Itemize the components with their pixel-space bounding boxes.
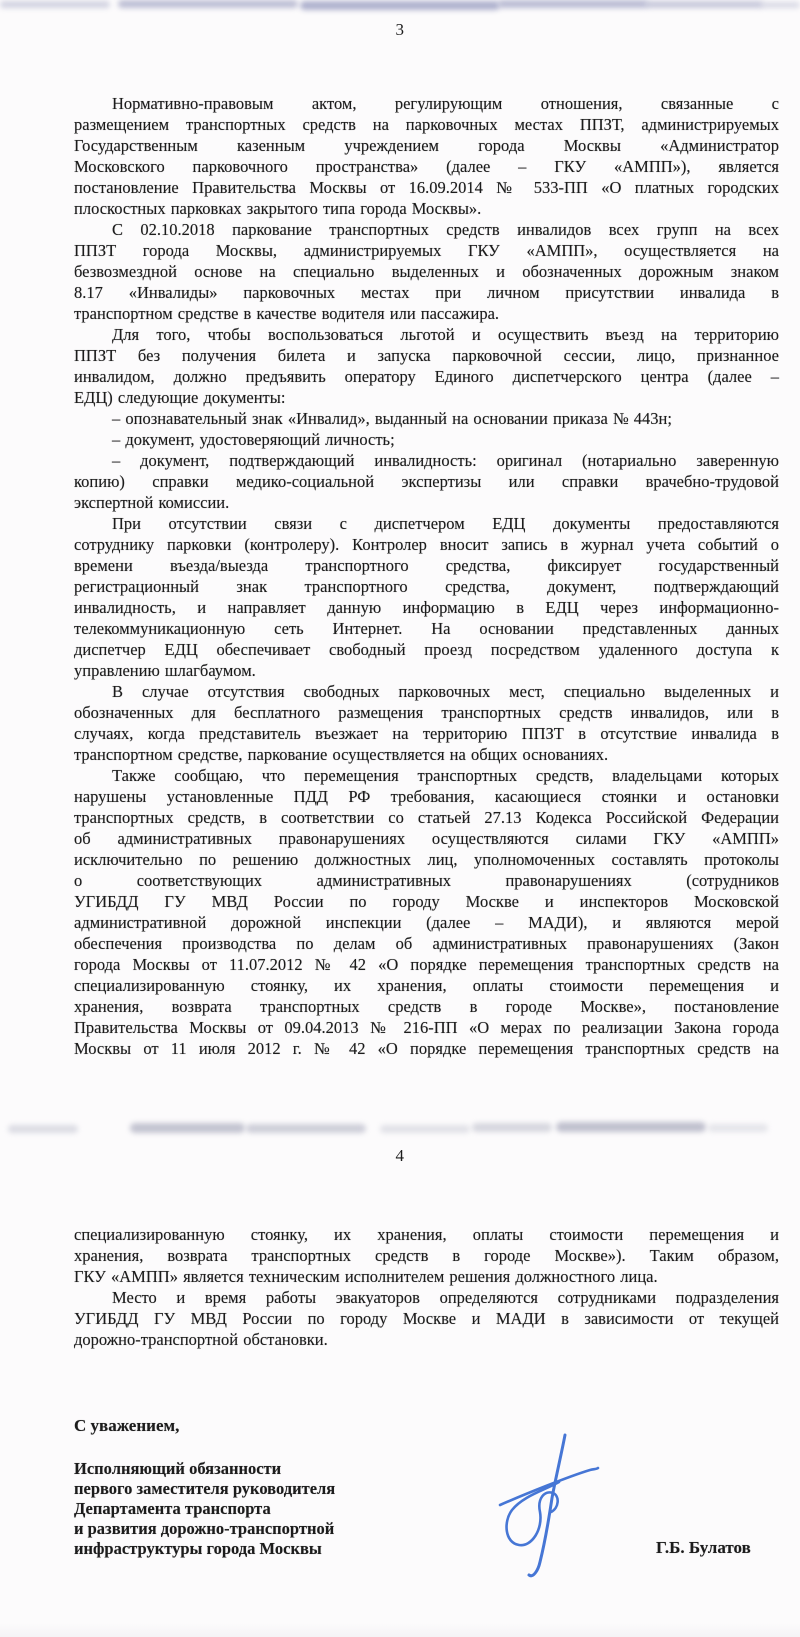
text-line: Москвы от 11 июля 2012 г. № 42 «О порядке перемещения транспортных средств на <box>74 1039 779 1058</box>
text-line: безвозмездной основе на специально выделенных и обозначенных дорожным знаком <box>74 262 779 281</box>
scan-smudge <box>760 2 800 8</box>
text-line: плоскостных парковках закрытого типа города Москвы». <box>74 199 482 218</box>
text-line: административной дорожной инспекции (далее – МАДИ), и являются мерой <box>74 913 779 932</box>
page-number: 4 <box>395 1146 405 1165</box>
scan-smudge <box>380 1125 470 1133</box>
text-line: инвалидом, должно предъявить оператору Единого диспетчерского центра (далее – <box>74 367 779 386</box>
text-line: об административных правонарушениях осуществляются силами ГКУ «АМПП» <box>74 829 779 848</box>
handwritten-signature <box>495 1426 615 1586</box>
text-line: 8.17 «Инвалиды» парковочных местах при личном присутствии инвалида в <box>74 283 779 302</box>
text-line: о соответствующих административных правонарушениях (сотрудников <box>74 871 779 890</box>
text-line: – документ, удостоверяющий личность; <box>112 430 395 449</box>
scan-artifact-band-junction <box>0 1118 800 1142</box>
scan-smudge <box>472 1123 552 1132</box>
signer-name: Г.Б. Булатов <box>656 1538 751 1557</box>
text-line: телекоммуникационную сеть Интернет. На основании представленных данных <box>74 619 779 638</box>
scan-smudge <box>498 0 648 8</box>
text-line: – опознавательный знак «Инвалид», выданный на основании приказа № 443н; <box>112 409 672 428</box>
text-line: хранения, возврата транспортных средств в городе Москве», постановление <box>74 997 779 1016</box>
text-line: регистрационный знак транспортного средства, документ, подтверждающий <box>74 577 779 596</box>
text-line: Государственным казенным учреждением города Москвы «Администратор <box>74 136 779 155</box>
signer-title-line: Департамента транспорта <box>74 1499 271 1518</box>
text-line: При отсутствии связи с диспетчером ЕДЦ документы предоставляются <box>112 514 779 533</box>
closing-salutation: С уважением, <box>74 1416 180 1435</box>
text-line: В случае отсутствия свободных парковочных мест, специально выделенных и <box>112 682 779 701</box>
scan-artifact-band-top <box>0 0 800 18</box>
signer-title-line: первого заместителя руководителя <box>74 1479 336 1498</box>
text-line: ЕДЦ) следующие документы: <box>74 388 286 407</box>
signature-stroke <box>529 1435 565 1576</box>
scan-smudge <box>130 1123 245 1133</box>
text-line: обеспечения производства по делам об административных правонарушениях (Закон <box>74 934 779 953</box>
scan-smudge <box>645 1 763 8</box>
text-line: хранения, возврата транспортных средств в городе Москве»). Таким образом, <box>74 1246 779 1265</box>
scan-smudge <box>246 1124 366 1133</box>
text-line: специализированную стоянку, их хранения, оплаты стоимости перемещения и <box>74 976 779 995</box>
text-line: копию) справки медико-социальной экспертизы или справки врачебно-трудовой <box>74 472 779 491</box>
text-line: ППЗТ без получения билета и запуска парковочной сессии, лицо, признанное <box>74 346 779 365</box>
text-line: управлению шлагбаумом. <box>74 661 256 680</box>
text-line: экспертной комиссии. <box>74 493 230 512</box>
signer-title-line: и развития дорожно-транспортной <box>74 1519 335 1538</box>
text-line: УГИБДД ГУ МВД России по городу Москве и инспекторов Московской <box>74 892 779 911</box>
scan-smudge <box>300 1 500 10</box>
scan-smudge <box>708 1124 768 1132</box>
text-line: ППЗТ города Москвы, администрируемых ГКУ «АМПП», осуществляется на <box>74 241 779 260</box>
text-line: транспортном средстве, паркование осуществляется на общих основаниях. <box>74 745 609 764</box>
scan-bottom-edge <box>0 1623 800 1637</box>
signer-title-line: инфраструктуры города Москвы <box>74 1539 322 1558</box>
signer-title-block <box>74 1459 434 1559</box>
text-line: инвалидность, и направляет данную информацию в ЕДЦ через информационно- <box>74 598 779 617</box>
scan-smudge <box>0 1 110 8</box>
text-line: времени въезда/выезда транспортного средства, фиксирует государственный <box>74 556 779 575</box>
text-line: ГКУ «АМПП» является техническим исполнителем решения должностного лица. <box>74 1267 658 1286</box>
text-line: Место и время работы эвакуаторов определяются сотрудниками подразделения <box>112 1288 779 1307</box>
text-line: транспортном средстве в качестве водителя или пассажира. <box>74 304 500 323</box>
page-3-body-text <box>74 93 779 1059</box>
text-line: размещением транспортных средств на парковочных местах ППЗТ, администрируемых <box>74 115 779 134</box>
text-line: постановление Правительства Москвы от 16.09.2014 № 533-ПП «О платных городских <box>74 178 779 197</box>
text-line: Московского парковочного пространства» (далее – ГКУ «АМПП»), является <box>74 157 779 176</box>
page-4-body-text <box>74 1224 779 1350</box>
text-line: специализированную стоянку, их хранения, оплаты стоимости перемещения и <box>74 1225 779 1244</box>
text-line: сотруднику парковки (контролеру). Контролер вносит запись в журнал учета событий о <box>74 535 779 554</box>
scan-smudge <box>556 1122 706 1132</box>
page-number: 3 <box>395 20 405 39</box>
text-line: нарушены установленные ПДД РФ требования, касающиеся стоянки и остановки <box>74 787 779 806</box>
text-line: исключительно по решению должностных лиц, уполномоченных составлять протоколы <box>74 850 779 869</box>
text-line: С 02.10.2018 паркование транспортных средств инвалидов всех групп на всех <box>112 220 779 239</box>
text-line: транспортных средств, в соответствии со статьей 27.13 Кодекса Российской Федерации <box>74 808 779 827</box>
text-line: обозначенных для бесплатного размещения транспортных средств инвалидов, или в <box>74 703 779 722</box>
signer-title-line: Исполняющий обязанности <box>74 1459 282 1478</box>
scan-smudge <box>118 0 298 8</box>
text-line: УГИБДД ГУ МВД России по городу Москве и МАДИ в зависимости от текущей <box>74 1309 779 1328</box>
text-line: Нормативно-правовым актом, регулирующим отношения, связанные с <box>112 94 779 113</box>
text-line: диспетчер ЕДЦ обеспечивает свободный проезд посредством удаленного доступа к <box>74 640 779 659</box>
scan-smudge <box>8 1125 78 1133</box>
text-line: города Москвы от 11.07.2012 № 42 «О порядке перемещения транспортных средств на <box>74 955 779 974</box>
text-line: Также сообщаю, что перемещения транспортных средств, владельцами которых <box>112 766 779 785</box>
text-line: – документ, подтверждающий инвалидность: оригинал (нотариально заверенную <box>112 451 779 470</box>
text-line: случаях, когда представитель въезжает на территорию ППЗТ в отсутствие инвалида в <box>74 724 779 743</box>
text-line: Для того, чтобы воспользоваться льготой и осуществить въезд на территорию <box>112 325 779 344</box>
text-line: дорожно-транспортной обстановки. <box>74 1330 328 1349</box>
text-line: Правительства Москвы от 09.04.2013 № 216-ПП «О мерах по реализации Закона города <box>74 1018 779 1037</box>
